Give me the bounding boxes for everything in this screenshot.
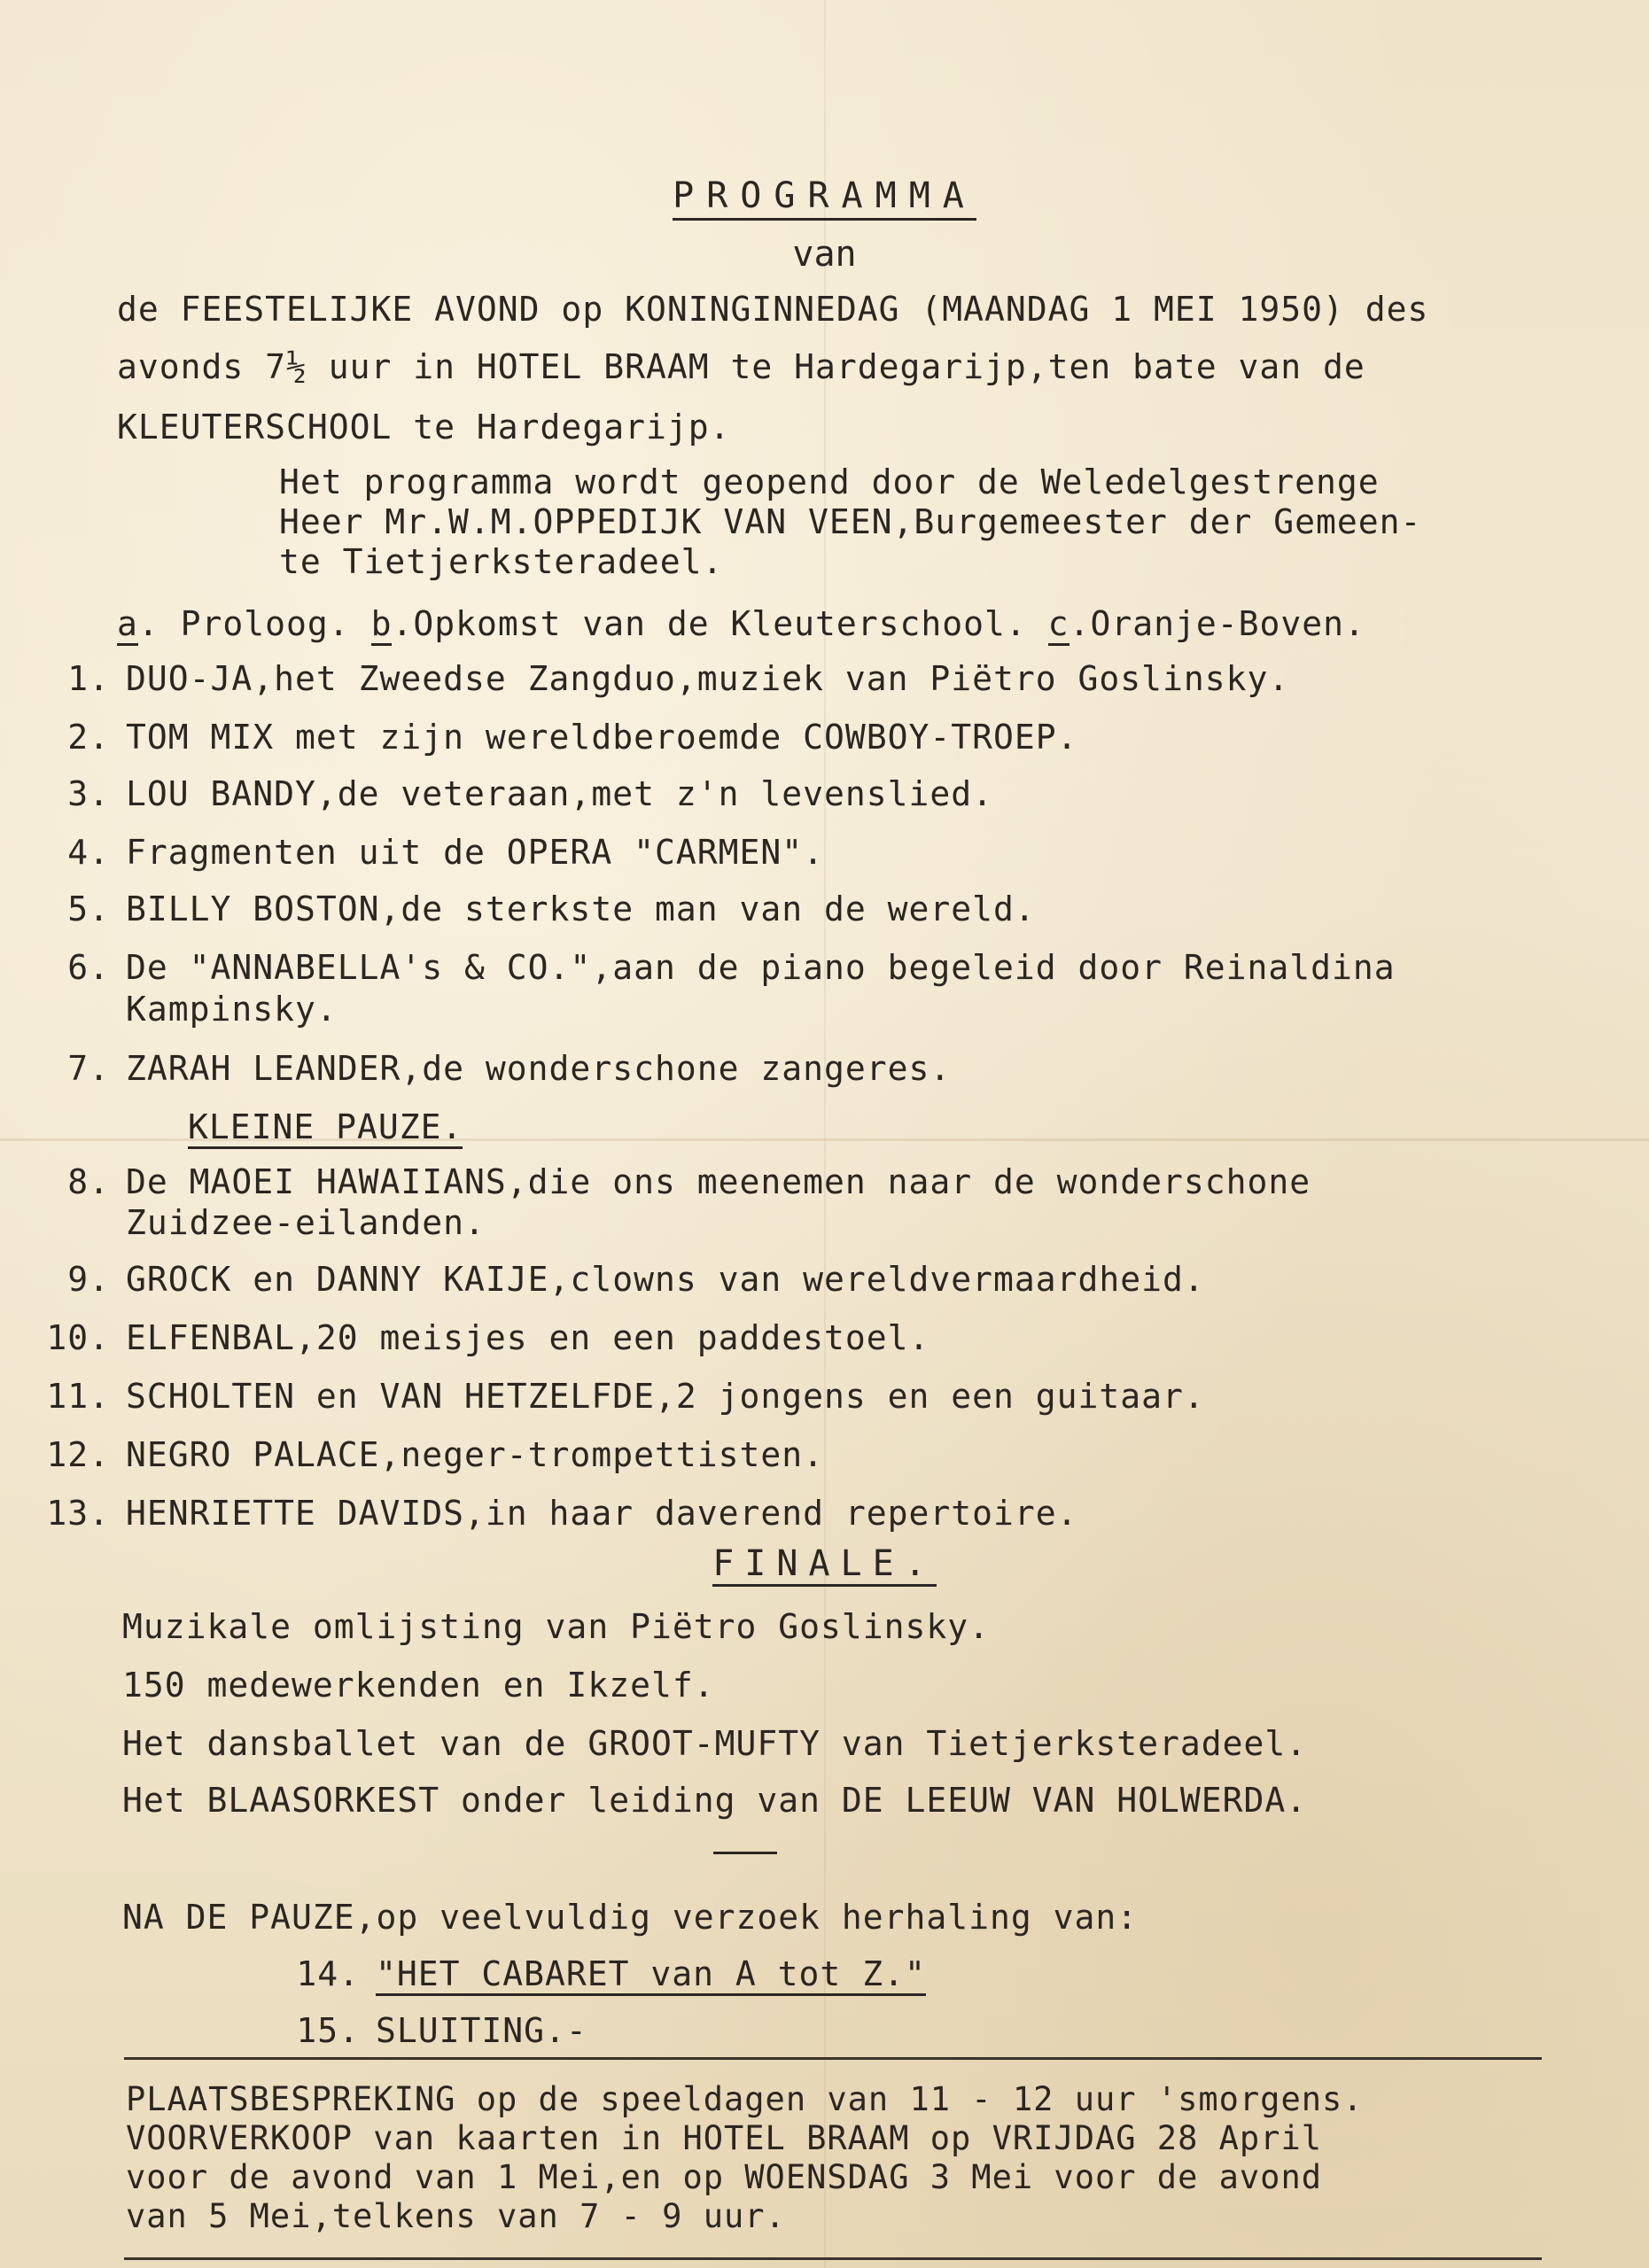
subtitle-van: van <box>792 234 857 275</box>
footer-line: van 5 Mei,telkens van 7 - 9 uur. <box>126 2197 786 2235</box>
opening-line: Het programma wordt geopend door de Weledelgestrenge <box>279 462 1380 501</box>
item-a-text: . Proloog. <box>137 604 371 643</box>
item-text: TOM MIX met zijn wereldberoemde COWBOY-TROEP. <box>126 718 1078 757</box>
after-pause-intro: NA DE PAUZE,op veelvuldig verzoek herhaling van: <box>122 1898 1139 1937</box>
item-number: 6. <box>67 948 110 987</box>
item-number: 13. <box>46 1494 110 1533</box>
footer-line: voor de avond van 1 Mei,en op WOENSDAG 3 Mei voor de avond <box>126 2158 1323 2196</box>
item-number: 12. <box>46 1435 110 1474</box>
item-number: 11. <box>46 1377 110 1416</box>
item-text: De MAOEI HAWAIIANS,die ons meenemen naar de wonderschone <box>126 1162 1311 1201</box>
opening-line: Heer Mr.W.M.OPPEDIJK VAN VEEN,Burgemeester der Gemeen- <box>279 502 1422 541</box>
item-b-letter: b <box>371 604 393 646</box>
intro-items-line <box>117 602 1365 645</box>
footer-line: PLAATSBESPREKING op de speeldagen van 11 - 12 uur 'smorgens. <box>126 2080 1364 2118</box>
item-text: ZARAH LEANDER,de wonderschone zangeres. <box>126 1049 952 1088</box>
program-item <box>25 716 1078 758</box>
item-text: GROCK en DANNY KAIJE,clowns van wereldvermaardheid. <box>126 1260 1205 1299</box>
item-number: 8. <box>67 1162 110 1201</box>
divider-rule <box>124 2257 1542 2260</box>
footer-line: VOORVERKOOP van kaarten in HOTEL BRAAM op VRIJDAG 28 April <box>126 2119 1323 2157</box>
item-continuation: Zuidzee-eilanden. <box>126 1203 486 1242</box>
program-item <box>25 773 993 815</box>
finale-line: Het dansballet van de GROOT-MUFTY van Tietjerksteradeel. <box>122 1724 1308 1763</box>
item-c-letter: c <box>1048 604 1070 646</box>
page-title: PROGRAMMA <box>0 174 1649 218</box>
program-item <box>25 831 824 874</box>
finale-line: Muzikale omlijsting van Piëtro Goslinsky. <box>122 1607 990 1646</box>
separator-dash <box>713 1852 777 1854</box>
after-pause-item <box>275 2009 587 2052</box>
program-item <box>25 1258 1205 1301</box>
program-item <box>25 1492 1078 1534</box>
finale-line: 150 medewerkenden en Ikzelf. <box>122 1666 715 1705</box>
program-item <box>25 657 1289 700</box>
intro-line: avonds 7½ uur in HOTEL BRAAM te Hardegarijp,ten bate van de <box>117 347 1365 386</box>
after-pause-item <box>275 1953 926 1995</box>
program-item <box>25 1161 1311 1203</box>
item-text: DUO-JA,het Zweedse Zangduo,muziek van Piëtro Goslinsky. <box>126 659 1290 698</box>
finale-line: Het BLAASORKEST onder leiding van DE LEEUW VAN HOLWERDA. <box>122 1781 1308 1820</box>
program-item <box>25 1047 951 1090</box>
opening-line: te Tietjerksteradeel. <box>279 542 724 581</box>
program-item <box>25 1317 930 1359</box>
program-item <box>25 888 1036 930</box>
item-number: 7. <box>67 1049 110 1088</box>
item-number: 2. <box>67 718 110 757</box>
item-text: ELFENBAL,20 meisjes en een paddestoel. <box>126 1318 930 1357</box>
item-text: Fragmenten uit de OPERA "CARMEN". <box>126 833 824 872</box>
item-b-text: .Opkomst van de Kleuterschool. <box>392 604 1048 643</box>
item-text: HENRIETTE DAVIDS,in haar daverend repertoire. <box>126 1494 1078 1533</box>
intro-line: KLEUTERSCHOOL te Hardegarijp. <box>117 408 731 447</box>
item-text: De "ANNABELLA's & CO.",aan de piano begeleid door Reinaldina <box>126 948 1396 987</box>
item-number: 14. <box>296 1954 360 1993</box>
item-text: NEGRO PALACE,neger-trompettisten. <box>126 1435 824 1474</box>
item-text: "HET CABARET van A tot Z." <box>376 1954 926 1996</box>
item-text: SCHOLTEN en VAN HETZELFDE,2 jongens en een guitaar. <box>126 1377 1205 1416</box>
item-number: 4. <box>67 833 110 872</box>
divider-rule <box>124 2057 1542 2060</box>
finale-title: FINALE. <box>0 1542 1649 1586</box>
item-text: BILLY BOSTON,de sterkste man van de wereld. <box>126 889 1036 928</box>
item-continuation: Kampinsky. <box>126 990 338 1029</box>
item-number: 1. <box>67 659 110 698</box>
intro-line: de FEESTELIJKE AVOND op KONINGINNEDAG (MAANDAG 1 MEI 1950) des <box>117 290 1429 329</box>
item-c-text: .Oranje-Boven. <box>1069 604 1365 643</box>
program-item <box>25 1433 824 1476</box>
item-text: LOU BANDY,de veteraan,met z'n levenslied. <box>126 774 993 813</box>
item-number: 15. <box>296 2011 360 2050</box>
program-item <box>25 1375 1205 1418</box>
program-item <box>25 946 1396 989</box>
item-number: 5. <box>67 889 110 928</box>
item-number: 9. <box>67 1260 110 1299</box>
item-number: 3. <box>67 774 110 813</box>
item-number: 10. <box>46 1318 110 1357</box>
item-text: SLUITING.- <box>376 2011 587 2050</box>
pause-label: KLEINE PAUZE. <box>188 1106 463 1148</box>
item-a-letter: a <box>117 604 138 646</box>
